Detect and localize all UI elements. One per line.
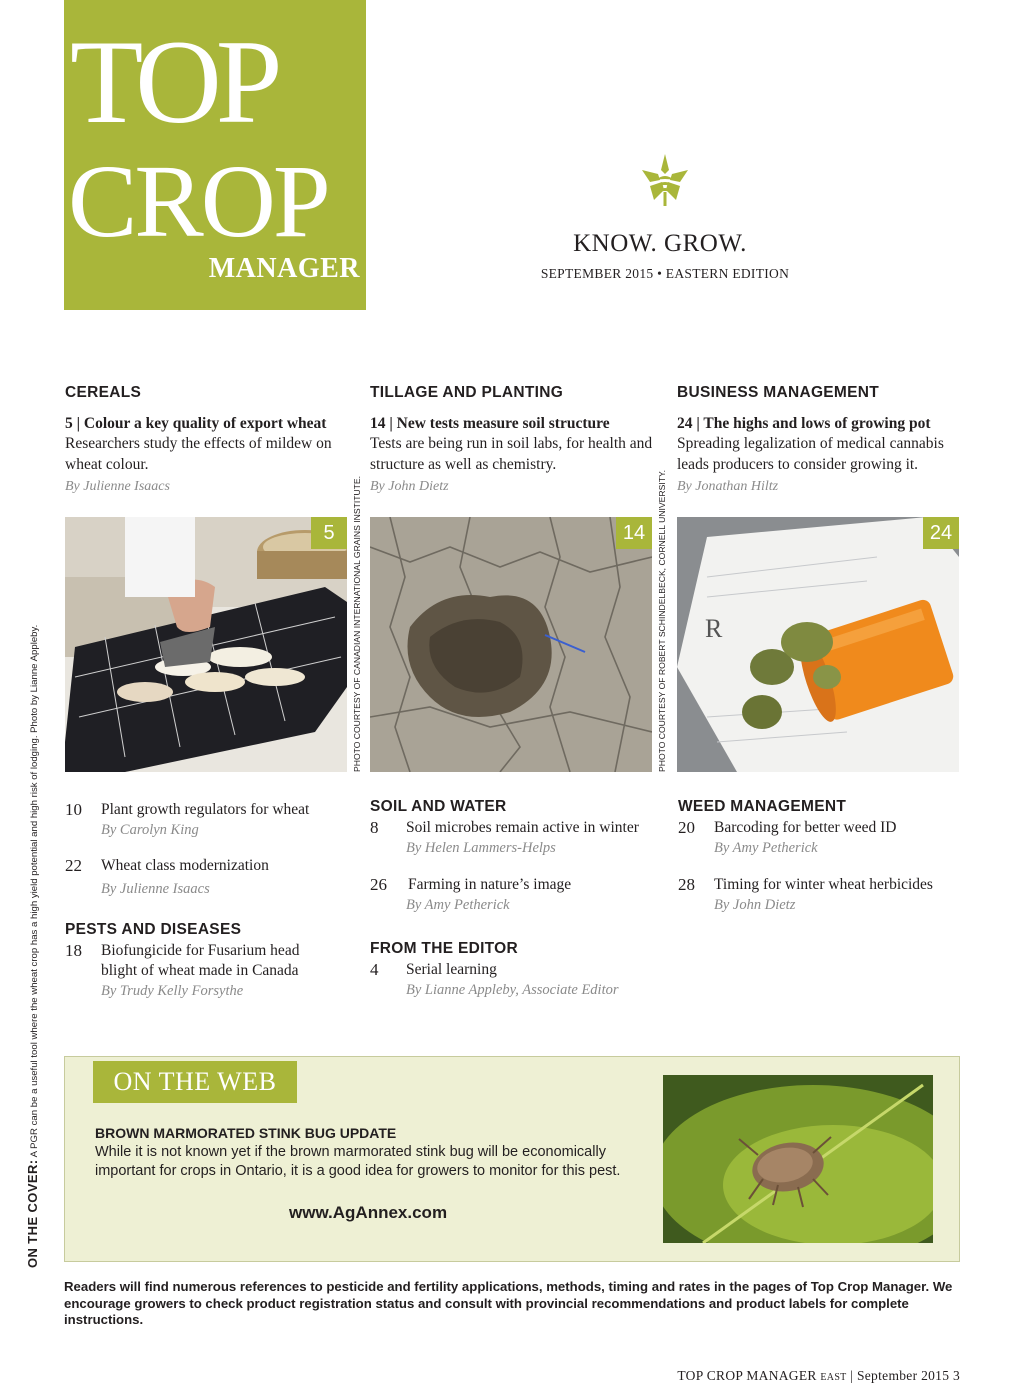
feature-byline: By Jonathan Hiltz xyxy=(677,479,779,494)
section-heading-editor: FROM THE EDITOR xyxy=(370,940,519,957)
page-number: 28 xyxy=(678,875,695,894)
article-byline: By John Dietz xyxy=(714,897,796,913)
toc-item[interactable] xyxy=(65,941,355,1003)
toc-item[interactable] xyxy=(370,960,660,1004)
article-title: Soil microbes remain active in winter xyxy=(406,819,639,836)
feature-byline: By John Dietz xyxy=(370,479,449,494)
soil-image xyxy=(370,517,652,772)
article-title: Timing for winter wheat herbicides xyxy=(714,876,933,893)
page-number: 10 xyxy=(65,800,82,819)
masthead-manager: MANAGER xyxy=(208,253,360,284)
article-byline: By Amy Petherick xyxy=(406,897,510,913)
tagline: KNOW. GROW. xyxy=(573,230,747,257)
stink-bug-image xyxy=(663,1075,933,1243)
photo-credit: PHOTO COURTESY OF CANADIAN INTERNATIONAL GRAINS INSTITUTE. xyxy=(352,475,362,772)
feature-cereals[interactable] xyxy=(65,384,355,495)
page-number: 26 xyxy=(370,875,387,894)
disclaimer-text: Readers will find numerous references to pesticide and fertility applications, methods, timing and rates in the pages of Top Crop Manager. We encourage growers to check product registration status and consult with provincial recommendations and product labels for complete instructions. xyxy=(64,1279,953,1327)
footer-date-page: | September 2015 3 xyxy=(850,1368,960,1383)
toc-item[interactable] xyxy=(65,800,355,850)
footer-edition: EAST xyxy=(820,1372,847,1383)
toc-item[interactable] xyxy=(65,856,355,906)
cannabis-image xyxy=(677,517,959,772)
feature-description: Tests are being run in soil labs, for health and structure as well as chemistry. xyxy=(370,435,653,473)
web-headline: BROWN MARMORATED STINK BUG UPDATE xyxy=(95,1125,397,1141)
article-title: Wheat class modernization xyxy=(101,857,269,874)
photo-cannabis[interactable] xyxy=(677,517,959,772)
article-byline: By Lianne Appleby, Associate Editor xyxy=(406,982,619,998)
web-description: While it is not known yet if the brown marmorated stink bug will be economically important for crops in Ontario, it is a good idea for growers to monitor for this pest. xyxy=(95,1144,621,1179)
page-badge: 14 xyxy=(616,517,652,549)
cover-caption xyxy=(25,588,40,1268)
footer-title: TOP CROP MANAGER xyxy=(677,1368,817,1383)
web-url-link[interactable]: www.AgAnnex.com xyxy=(289,1203,448,1222)
article-byline: By Helen Lammers-Helps xyxy=(406,840,556,856)
cover-caption-label: ON THE COVER: xyxy=(25,1159,40,1268)
masthead-logo xyxy=(64,0,366,310)
article-title: Barcoding for better weed ID xyxy=(714,819,897,836)
feature-business[interactable] xyxy=(677,384,967,495)
article-title: Biofungicide for Fusarium head xyxy=(101,942,300,959)
page-badge: 5 xyxy=(311,517,347,549)
cover-caption-text: A PGR can be a useful tool where the wheat crop has a high yield potential and high risk of lodging. Photo by Lianne Appleby. xyxy=(29,624,40,1158)
feature-byline: By Julienne Isaacs xyxy=(65,479,170,494)
page-number: 22 xyxy=(65,856,82,875)
page-number: 18 xyxy=(65,941,82,960)
article-byline: By Trudy Kelly Forsythe xyxy=(101,983,244,999)
article-title: Plant growth regulators for wheat xyxy=(101,801,310,818)
photo-wheat-samples[interactable] xyxy=(65,517,347,772)
feature-description: Researchers study the effects of mildew on wheat colour. xyxy=(65,435,332,473)
section-heading: BUSINESS MANAGEMENT xyxy=(677,384,880,401)
masthead-crop: CROP xyxy=(68,144,328,259)
section-heading-pests: PESTS AND DISEASES xyxy=(65,921,242,938)
article-byline: By Amy Petherick xyxy=(714,840,818,856)
on-the-web-tab: ON THE WEB xyxy=(93,1061,297,1103)
feature-title: 24 | The highs and lows of growing pot xyxy=(677,415,931,432)
feature-title: 14 | New tests measure soil structure xyxy=(370,415,610,432)
stink-bug-photo xyxy=(663,1075,933,1243)
toc-item[interactable] xyxy=(678,875,968,919)
section-heading-soil: SOIL AND WATER xyxy=(370,798,507,815)
on-the-web-box xyxy=(64,1056,960,1262)
page-footer xyxy=(677,1368,960,1384)
feature-description: Spreading legalization of medical cannabis leads producers to consider growing it. xyxy=(677,435,944,473)
svg-text:R: R xyxy=(705,614,723,643)
article-byline: By Julienne Isaacs xyxy=(101,881,210,897)
page-number: 4 xyxy=(370,960,379,979)
toc-item[interactable] xyxy=(370,818,660,862)
toc-item[interactable] xyxy=(678,818,968,862)
article-title-line2: blight of wheat made in Canada xyxy=(101,962,299,979)
section-heading: TILLAGE AND PLANTING xyxy=(370,384,564,401)
photo-soil[interactable] xyxy=(370,517,652,772)
leaf-logo-icon xyxy=(636,152,694,210)
edition-line: SEPTEMBER 2015 • EASTERN EDITION xyxy=(540,266,790,281)
article-title: Serial learning xyxy=(406,961,497,978)
feature-title: 5 | Colour a key quality of export wheat xyxy=(65,415,327,432)
page-badge: 24 xyxy=(923,517,959,549)
article-title: Farming in nature’s image xyxy=(408,876,572,893)
page-number: 8 xyxy=(370,818,379,837)
photo-credit: PHOTO COURTESY OF ROBERT SCHINDELBECK, CORNELL UNIVERSITY. xyxy=(657,470,667,772)
masthead-top: TOP xyxy=(70,15,277,148)
section-heading: CEREALS xyxy=(65,384,142,401)
wheat-samples-image xyxy=(65,517,347,772)
article-byline: By Carolyn King xyxy=(101,822,199,838)
page-number: 20 xyxy=(678,818,695,837)
toc-item[interactable] xyxy=(370,875,660,919)
feature-tillage[interactable] xyxy=(370,384,660,495)
section-heading-weed: WEED MANAGEMENT xyxy=(678,798,847,815)
